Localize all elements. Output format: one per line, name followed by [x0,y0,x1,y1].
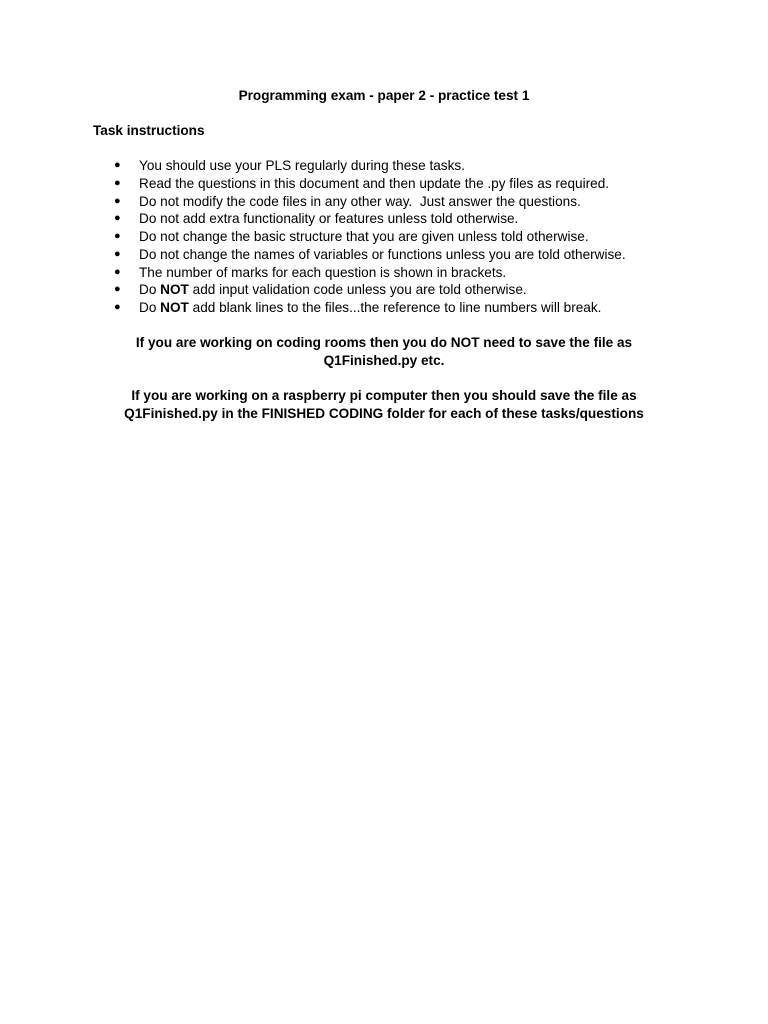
bullet-icon: ● [114,176,121,189]
list-item [93,193,693,211]
instruction-text: Do [139,282,161,298]
bullet-icon: ● [114,159,121,171]
list-item [93,228,693,246]
instruction-text-end: add blank lines to the files...the reference to line numbers will break. [188,300,602,315]
instruction-text: The number of marks for each question is shown in brackets. [139,264,507,280]
bullet-icon: ● [114,230,121,242]
note-line: If you are working on coding rooms then you do NOT need to save the file as [135,335,633,350]
note-line: Q1Finished.py etc. [323,352,445,368]
list-item [93,157,693,175]
instruction-emphasis: NOT [160,300,189,315]
list-item [93,281,693,299]
list-item [93,299,693,317]
document-title: Programming exam - paper 2 - practice test 1 [238,88,530,103]
bullet-icon: ● [114,212,121,225]
instruction-text-end: add input validation code unless you are told otherwise. [188,282,527,298]
raspberry-pi-note [0,387,768,422]
bullet-icon: ● [114,194,121,207]
instruction-text: Do not change the names of variables or functions unless you are told otherwise. [139,246,626,262]
instruction-text: Do not add extra functionality or features unless told otherwise. [139,211,519,227]
instruction-text: Do [139,300,161,315]
note-line: If you are working on a raspberry pi computer then you should save the file as [131,388,637,403]
list-item [93,210,693,228]
instruction-text: You should use your PLS regularly during these tasks. [139,158,465,173]
bullet-icon: ● [114,265,121,278]
list-item [93,264,693,282]
instruction-text: Do not modify the code files in any other way. Just answer the questions. [139,193,581,209]
section-heading: Task instructions [93,123,205,138]
bullet-icon: ● [114,247,121,260]
instruction-text: Do not change the basic structure that you are given unless told otherwise. [139,229,589,244]
instruction-text: Read the questions in this document and then update the .py files as required. [139,175,610,191]
bullet-icon: ● [114,301,121,313]
note-line: Q1Finished.py in the FINISHED CODING folder for each of these tasks/questions [124,405,644,421]
list-item [93,175,693,193]
instruction-emphasis: NOT [160,282,189,298]
list-item [93,246,693,264]
instruction-list [93,157,693,317]
bullet-icon: ● [114,283,121,296]
coding-rooms-note [0,334,768,369]
